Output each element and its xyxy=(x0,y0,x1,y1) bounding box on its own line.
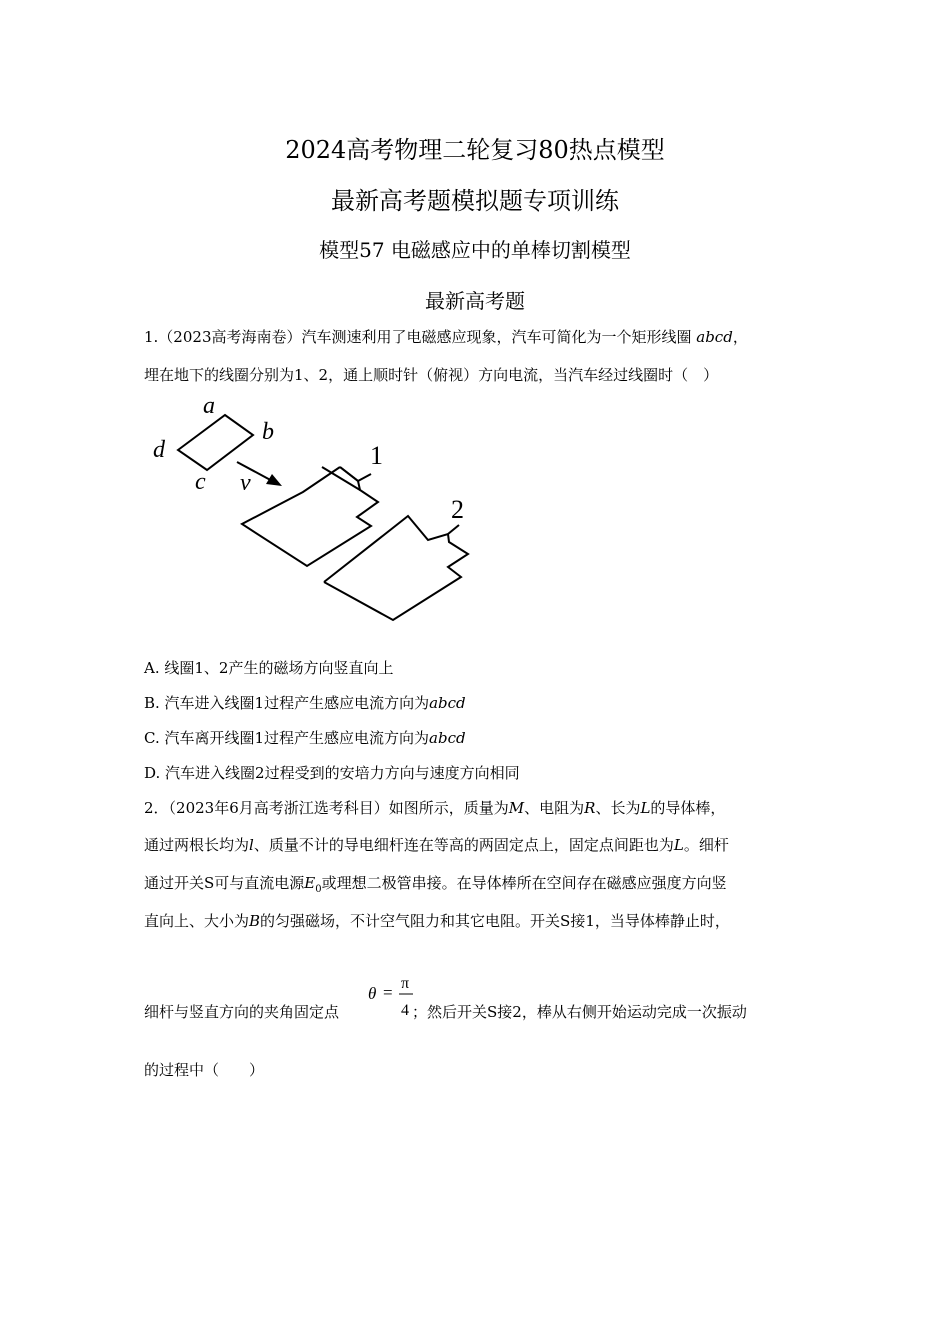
svg-text:π: π xyxy=(401,975,410,992)
q2-stem-line5b: ；然后开关S接2，棒从右侧开始运动完成一次振动 xyxy=(412,1003,747,1021)
q2-stem-line3: 通过开关S可与直流电源$E_0$或理想二极管串接。在导体棒所在空间存在磁感应强度方向竖 xyxy=(144,874,727,895)
q2-stem-line5a: 细杆与竖直方向的夹角固定点 xyxy=(144,1003,340,1021)
q1-option-a: A. 线圈1、2产生的磁场方向竖直向上 xyxy=(144,659,394,677)
label-a: a xyxy=(203,394,215,419)
label-d: d xyxy=(153,437,165,463)
q2-stem-line1: 2．（2023年6月高考浙江选考科目）如图所示，质量为M、电阻为R、长为L的导体棒， xyxy=(144,799,726,817)
label-2: 2 xyxy=(451,495,464,524)
model-title: 模型57 电磁感应中的单棒切割模型 xyxy=(319,238,631,262)
document-subtitle: 最新高考题模拟题专项训练 xyxy=(331,187,619,215)
label-b: b xyxy=(262,419,274,445)
label-c: c xyxy=(195,469,206,495)
svg-text:θ: θ xyxy=(368,984,377,1003)
q2-stem-line4: 直向上、大小为B的匀强磁场，不计空气阻力和其它电阻。开关S接1，当导体棒静止时， xyxy=(144,912,730,930)
section-heading: 最新高考题 xyxy=(425,289,525,313)
ground-coil-1 xyxy=(242,467,378,566)
q1-option-d: D. 汽车进入线圈2过程受到的安培力方向与速度方向相同 xyxy=(144,764,520,782)
svg-text:=: = xyxy=(383,983,393,1002)
q2-stem-line6: 的过程中（ ） xyxy=(144,1061,265,1079)
q1-figure xyxy=(148,394,488,634)
car-coil-abcd xyxy=(178,415,253,470)
q2-stem-line2: 通过两根长均为l、质量不计的导电细杆连在等高的两固定点上，固定点间距也为L。细杆 xyxy=(144,836,729,854)
document-title: 2024高考物理二轮复习80热点模型 xyxy=(285,136,665,164)
label-v: v xyxy=(240,470,251,496)
q1-option-c: C. 汽车离开线圈1过程产生感应电流方向为abcd xyxy=(144,729,466,747)
q1-option-b: B. 汽车进入线圈1过程产生感应电流方向为abcd xyxy=(144,694,466,712)
q1-stem-line2: 埋在地下的线圈分别为1、2，通上顺时针（俯视）方向电流，当汽车经过线圈时（ ） xyxy=(144,366,719,384)
q1-stem-line1: 1.（2023高考海南卷）汽车测速利用了电磁感应现象，汽车可简化为一个矩形线圈 abcd， xyxy=(144,328,748,346)
svg-text:4: 4 xyxy=(401,1002,409,1019)
ground-coil-2 xyxy=(324,516,468,620)
label-1: 1 xyxy=(370,441,383,470)
